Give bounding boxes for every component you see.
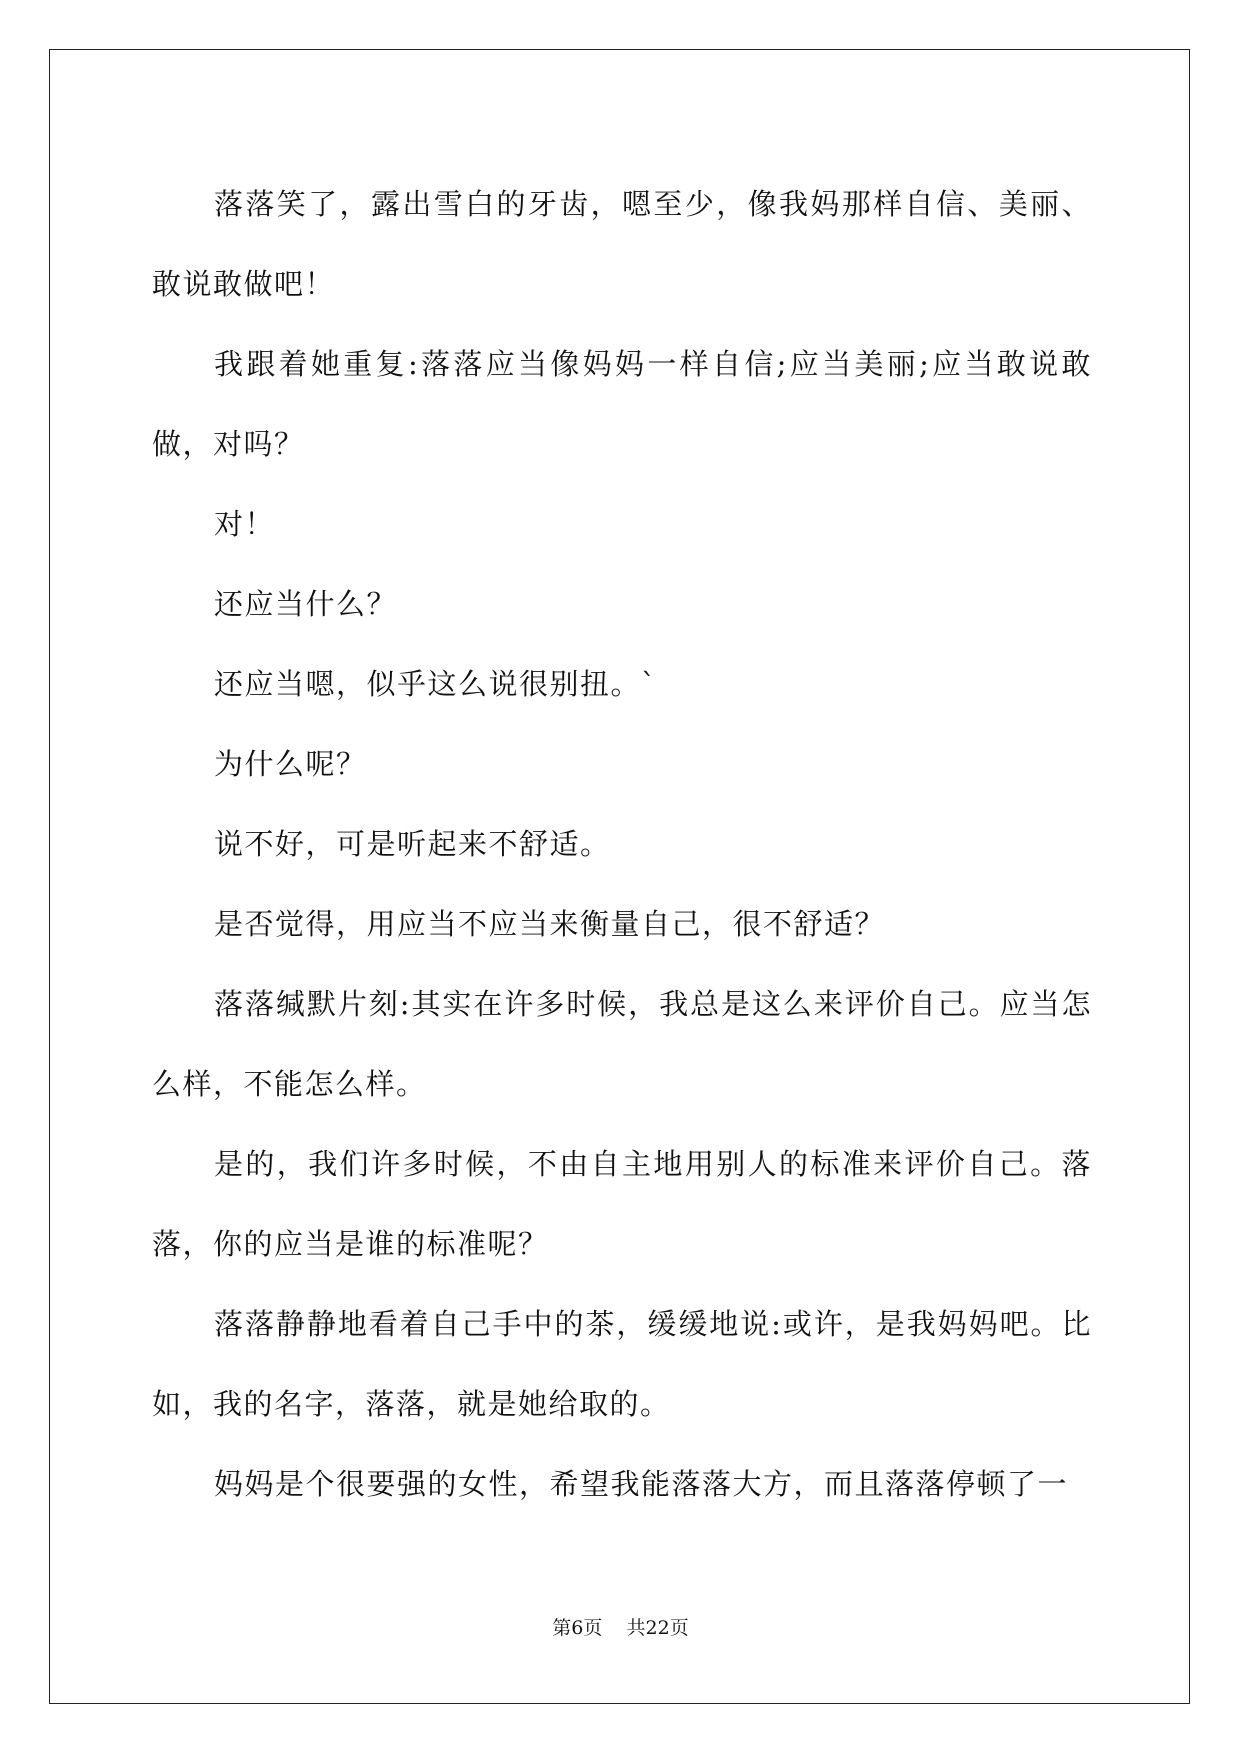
paragraph: 落落缄默片刻:其实在许多时候，我总是这么来评价自己。应当怎么样，不能怎么样。 — [152, 987, 1092, 1101]
paragraph: 是否觉得，用应当不应当来衡量自己，很不舒适？ — [214, 907, 886, 941]
page-footer — [0, 1613, 1241, 1640]
paragraph: 还应当嗯，似乎这么说很别扭。` — [214, 667, 658, 701]
document-body — [152, 164, 1092, 1524]
paragraph: 是的，我们许多时候，不由自主地用别人的标准来评价自己。落落，你的应当是谁的标准呢？ — [152, 1147, 1092, 1261]
paragraph: 说不好，可是听起来不舒适。 — [214, 827, 611, 861]
footer-separator — [602, 1617, 626, 1639]
paragraph: 我跟着她重复:落落应当像妈妈一样自信;应当美丽;应当敢说敢做，对吗？ — [152, 347, 1092, 461]
paragraph: 还应当什么？ — [214, 587, 398, 621]
paragraph: 落落笑了，露出雪白的牙齿，嗯至少，像我妈那样自信、美丽、敢说敢做吧！ — [152, 187, 1092, 301]
paragraph: 对！ — [214, 507, 276, 541]
paragraph: 妈妈是个很要强的女性，希望我能落落大方，而且落落停顿了一 — [214, 1467, 1069, 1501]
paragraph: 为什么呢？ — [214, 747, 367, 781]
paragraph: 落落静静地看着自己手中的茶，缓缓地说:或许，是我妈妈吧。比如，我的名字，落落，就是她给取的。 — [152, 1307, 1092, 1421]
current-page-label: 第6页 — [552, 1617, 603, 1639]
total-pages-label: 共22页 — [626, 1617, 689, 1639]
